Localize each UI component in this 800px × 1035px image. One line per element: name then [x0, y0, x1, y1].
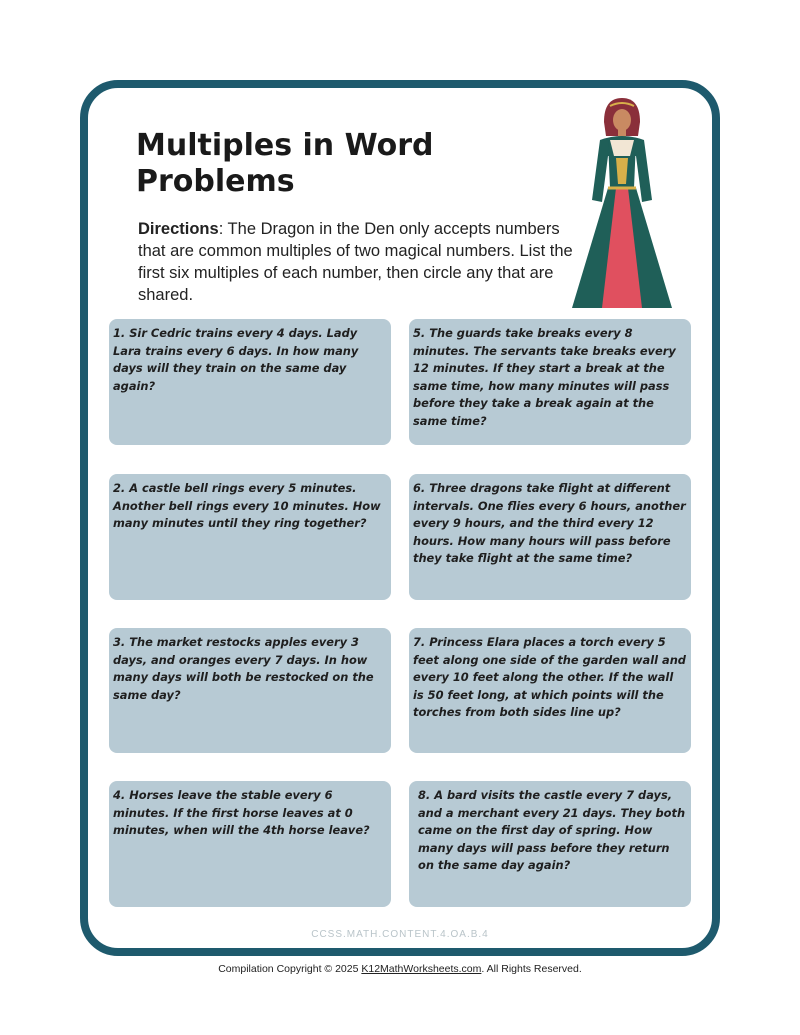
problem-card-8 — [409, 781, 691, 907]
problem-card-6 — [409, 474, 691, 600]
problem-text: 6. Three dragons take flight at different intervals. One flies every 6 hours, another every 9 hours, and the third every 12 hours. How many hours will pass before they take flight at the same time? — [413, 481, 686, 565]
directions-label: Directions — [138, 220, 219, 238]
problem-card-2 — [109, 474, 391, 600]
footer-link[interactable]: K12MathWorksheets.com — [361, 963, 482, 975]
directions-text: : The Dragon in the Den only accepts numbers that are common multiples of two magical numbers. List the first six multiples of each number, then circle any that are shared. — [138, 220, 573, 304]
footer-suffix: . All Rights Reserved. — [481, 963, 582, 975]
problem-card-4 — [109, 781, 391, 907]
standard-code: CCSS.MATH.CONTENT.4.OA.B.4 — [311, 929, 489, 940]
problem-card-7 — [409, 628, 691, 753]
problem-card-3 — [109, 628, 391, 753]
problem-text: 5. The guards take breaks every 8 minutes. The servants take breaks every 12 minutes. If they start a break at the same time, how many minutes will pass before they take a break again at the same time? — [413, 326, 676, 428]
problem-card-1 — [109, 319, 391, 445]
problem-text: 4. Horses leave the stable every 6 minutes. If the first horse leaves at 0 minutes, when will the 4th horse leave? — [113, 788, 370, 837]
copyright-footer — [0, 963, 800, 975]
directions — [138, 218, 578, 306]
problem-card-5 — [409, 319, 691, 445]
worksheet-title: Multiples in Word Problems — [136, 128, 434, 199]
problem-text: 2. A castle bell rings every 5 minutes. Another bell rings every 10 minutes. How many minutes until they ring together? — [113, 481, 381, 530]
problem-text: 8. A bard visits the castle every 7 days, and a merchant every 21 days. They both came on the first day of spring. How many days will pass before they return on the same day again? — [418, 788, 686, 872]
problem-text: 3. The market restocks apples every 3 days, and oranges every 7 days. In how many days will both be restocked on the same day? — [113, 635, 374, 702]
footer-prefix: Compilation Copyright © 2025 — [218, 963, 362, 975]
problem-text: 7. Princess Elara places a torch every 5 feet along one side of the garden wall and every 10 feet along the other. If the wall is 50 feet long, at which points will the torches from both sides line up? — [413, 635, 686, 719]
problem-text: 1. Sir Cedric trains every 4 days. Lady Lara trains every 6 days. In how many days will they train on the same day again? — [113, 326, 359, 393]
princess-illustration — [566, 96, 678, 310]
